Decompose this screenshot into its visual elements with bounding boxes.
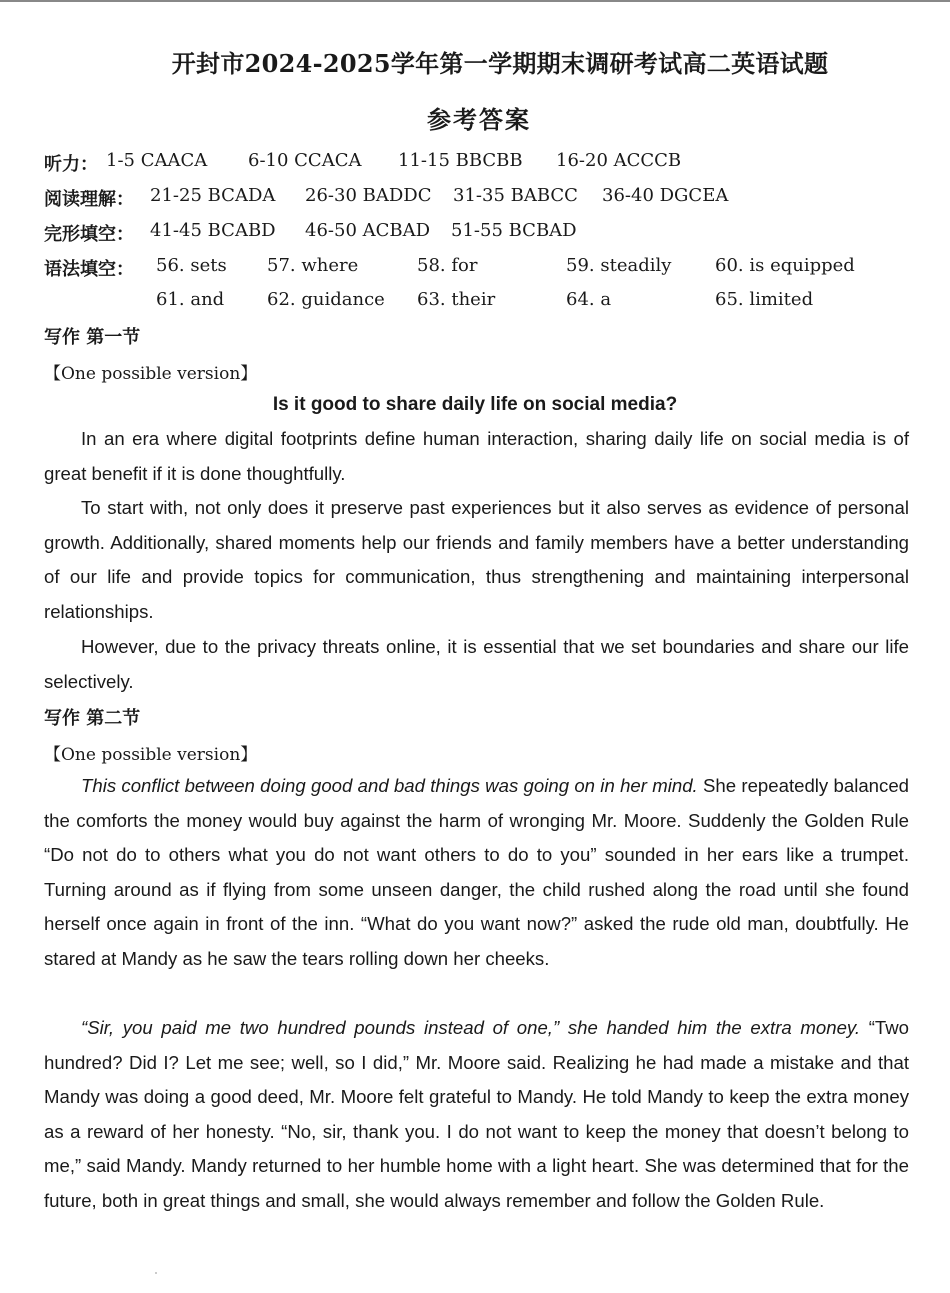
story-text: “Two hundred? Did I? Let me see; well, so I did,” Mr. Moore said. Realizing he had made a mistake and that Mandy was doing a good deed, Mr. Moore felt grateful to Mandy. He told Mandy to keep the extra money as a reward of her honesty. “No, sir, thank you. I do not want to keep the money that doesn’t belong to me,” said Mandy. Mandy returned to her humble home with a light heart. She was determined that for the future, both in great things and small, she would always remember and follow the Golden Rule. <box>44 1017 909 1211</box>
page-title: 开封市2024-2025学年第一学期期末调研考试高二英语试题 <box>171 49 829 78</box>
answer-group: 6-10 CCACA <box>248 150 362 171</box>
grammar-answer: 57. where <box>267 255 359 276</box>
answer-label-grammar: 语法填空： <box>44 259 134 280</box>
scan-speck <box>155 1272 157 1274</box>
writing-section-2-heading: 写作 第二节 <box>44 708 141 729</box>
answer-group: 46-50 ACBAD <box>305 220 431 241</box>
given-opening-sentence: This conflict between doing good and bad things was going on in her mind. <box>81 775 698 796</box>
story-paragraph <box>44 769 909 977</box>
answer-group: 51-55 BCBAD <box>451 220 577 241</box>
answer-row-grammar <box>44 255 154 283</box>
essay-paragraph: To start with, not only does it preserve past experiences but it also serves as evidence of personal growth. Additionally, shared moments help our friends and family members have a better understanding of our life and provide topics for communication, thus strengthening and maintaining interpersonal relationships. <box>44 497 909 622</box>
page-subtitle: 参考答案 <box>427 105 531 134</box>
grammar-answer: 64. a <box>566 289 612 310</box>
grammar-answer: 60. is equipped <box>715 255 855 276</box>
given-opening-sentence: “Sir, you paid me two hundred pounds instead of one,” she handed him the extra money. <box>81 1017 861 1038</box>
writing-section-1-heading: 写作 第一节 <box>44 327 141 348</box>
answer-label-listening: 听力： <box>44 154 98 175</box>
essay-paragraph: In an era where digital footprints define human interaction, sharing daily life on social media is of great benefit if it is done thoughtfully. <box>44 428 909 484</box>
version-label: 【One possible version】 <box>44 745 258 765</box>
grammar-answer: 58. for <box>417 255 478 276</box>
essay-title: Is it good to share daily life on social media? <box>272 394 678 415</box>
grammar-answer: 62. guidance <box>267 289 385 310</box>
story-text: She repeatedly balanced the comforts the money would buy against the harm of wronging Mr. Moore. Suddenly the Golden Rule “Do not do to others what you do not want others to do to you” sounded in her ears like a trumpet. Turning around as if flying from some unseen danger, the child rushed along the road until she found herself once again in front of the inn. “What do you want now?” asked the rude old man, doubtfully. He stared at Mandy as he saw the tears rolling down her cheeks. <box>44 775 909 969</box>
answer-label-cloze: 完形填空： <box>44 224 134 245</box>
answer-row-reading <box>44 185 904 213</box>
grammar-answer: 63. their <box>417 289 496 310</box>
answer-label-reading: 阅读理解： <box>44 189 134 210</box>
grammar-answer: 61. and <box>156 289 225 310</box>
grammar-answer: 56. sets <box>156 255 227 276</box>
answer-group: 31-35 BABCC <box>453 185 578 206</box>
answer-group: 11-15 BBCBB <box>398 150 523 171</box>
answer-group: 26-30 BADDC <box>305 185 432 206</box>
top-border-line <box>0 0 950 2</box>
answer-group: 16-20 ACCCB <box>556 150 682 171</box>
story-paragraph <box>44 1011 909 1219</box>
answer-group: 41-45 BCABD <box>150 220 276 241</box>
answer-group: 21-25 BCADA <box>150 185 276 206</box>
answer-group: 36-40 DGCEA <box>602 185 729 206</box>
essay-paragraph: However, due to the privacy threats online, it is essential that we set boundaries and share our life selectively. <box>44 636 909 692</box>
answer-row-listening <box>44 150 904 178</box>
grammar-answer: 59. steadily <box>566 255 672 276</box>
answer-group: 1-5 CAACA <box>106 150 208 171</box>
version-label: 【One possible version】 <box>44 364 258 384</box>
grammar-answer: 65. limited <box>715 289 814 310</box>
answer-row-cloze <box>44 220 904 248</box>
